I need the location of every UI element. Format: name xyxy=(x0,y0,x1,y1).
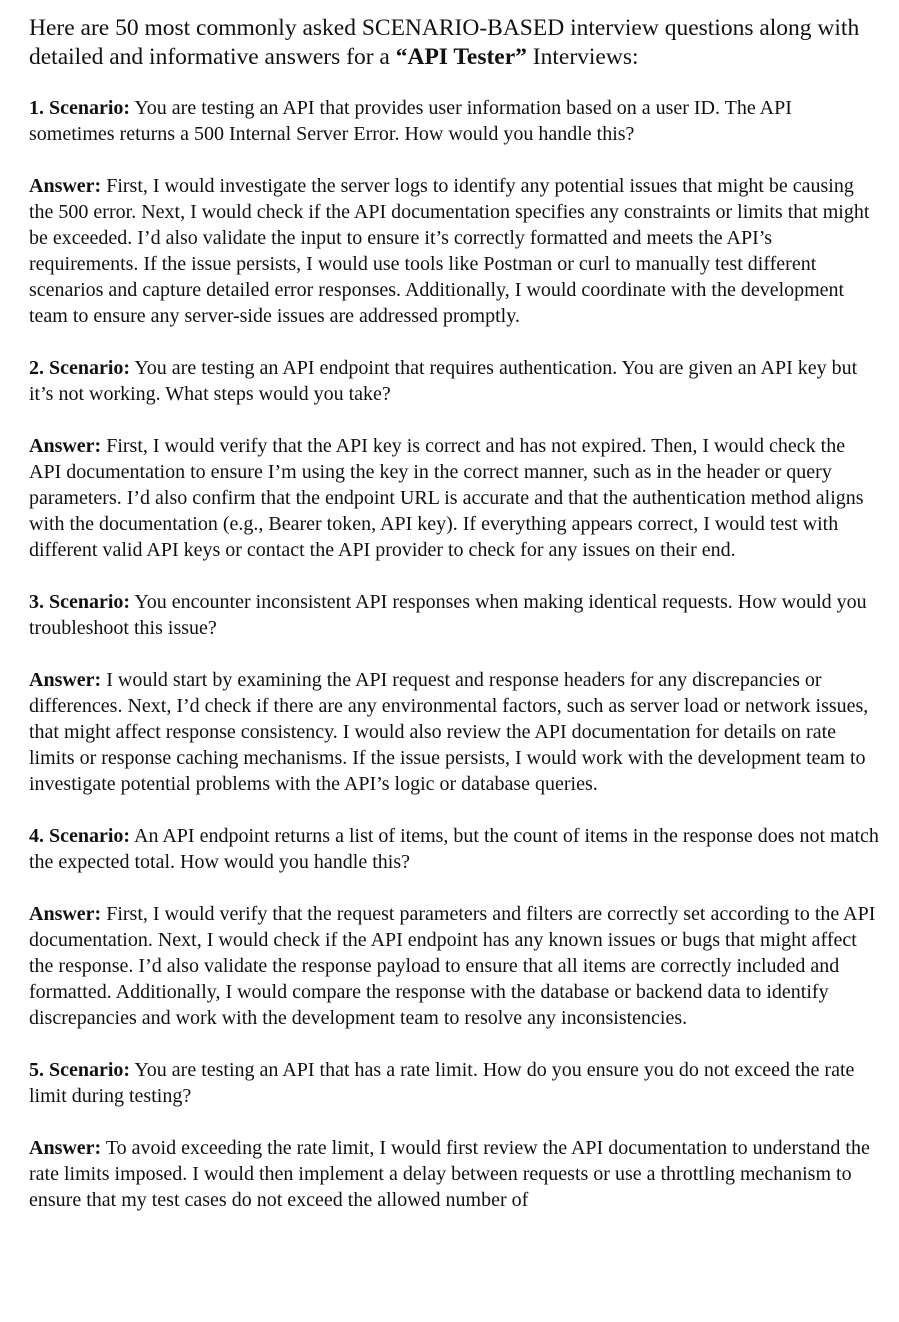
scenario-3-text: You encounter inconsistent API responses when making identical requests. How would you troubleshoot this issue? xyxy=(29,591,867,639)
intro-suffix: Interviews: xyxy=(526,44,639,70)
scenario-1-text: You are testing an API that provides user information based on a user ID. The API sometimes returns a 500 Internal Server Error. How would you handle this? xyxy=(29,97,792,145)
answer-4 xyxy=(29,901,881,1031)
intro-emphasis: “API Tester” xyxy=(395,44,527,70)
answer-5-text: To avoid exceeding the rate limit, I would first review the API documentation to understand the rate limits imposed. I would then implement a delay between requests or use a throttling mechanism to ensure that my test cases do not exceed the allowed number of xyxy=(29,1137,870,1211)
scenario-4 xyxy=(29,823,881,875)
answer-3 xyxy=(29,667,881,797)
scenario-4-label: 4. Scenario: xyxy=(29,825,131,847)
scenario-5-text: You are testing an API that has a rate limit. How do you ensure you do not exceed the rate limit during testing? xyxy=(29,1059,855,1107)
answer-1-label: Answer: xyxy=(29,175,102,197)
answer-1 xyxy=(29,173,881,329)
answer-2-text: First, I would verify that the API key is correct and has not expired. Then, I would check the API documentation to ensure I’m using the key in the correct manner, such as in the header or query parameters. I’d also confirm that the endpoint URL is accurate and that the authentication method aligns with the documentation (e.g., Bearer token, API key). If everything appears correct, I would test with different valid API keys or contact the API provider to check for any issues on their end. xyxy=(29,435,864,561)
scenario-2 xyxy=(29,355,881,407)
answer-2 xyxy=(29,433,881,563)
scenario-5-label: 5. Scenario: xyxy=(29,1059,131,1081)
answer-3-label: Answer: xyxy=(29,669,102,691)
scenario-5 xyxy=(29,1057,881,1109)
intro-prefix: Here are 50 most commonly asked SCENARIO-BASED interview questions along with detailed and informative answers for a xyxy=(29,15,860,70)
answer-4-text: First, I would verify that the request parameters and filters are correctly set according to the API documentation. Next, I would check if the API endpoint has any known issues or bugs that might affect the response. I’d also validate the response payload to ensure that all items are correctly included and formatted. Additionally, I would compare the response with the database or backend data to identify discrepancies and work with the development team to resolve any inconsistencies. xyxy=(29,903,876,1029)
answer-1-text: First, I would investigate the server logs to identify any potential issues that might be causing the 500 error. Next, I would check if the API documentation specifies any constraints or limits that might be exceeded. I’d also validate the input to ensure it’s correctly formatted and meets the API’s requirements. If the issue persists, I would use tools like Postman or curl to manually test different scenarios and capture detailed error responses. Additionally, I would coordinate with the development team to ensure any server-side issues are addressed promptly. xyxy=(29,175,870,327)
answer-5 xyxy=(29,1135,881,1213)
scenario-2-label: 2. Scenario: xyxy=(29,357,131,379)
answer-2-label: Answer: xyxy=(29,435,102,457)
scenario-4-text: An API endpoint returns a list of items, but the count of items in the response does not match the expected total. How would you handle this? xyxy=(29,825,879,873)
scenario-3 xyxy=(29,589,881,641)
document-page xyxy=(29,14,881,1239)
scenario-1-label: 1. Scenario: xyxy=(29,97,131,119)
answer-5-label: Answer: xyxy=(29,1137,102,1159)
scenario-3-label: 3. Scenario: xyxy=(29,591,131,613)
intro-paragraph xyxy=(29,14,881,72)
answer-4-label: Answer: xyxy=(29,903,102,925)
scenario-1 xyxy=(29,95,881,147)
scenario-2-text: You are testing an API endpoint that requires authentication. You are given an API key but it’s not working. What steps would you take? xyxy=(29,357,858,405)
answer-3-text: I would start by examining the API request and response headers for any discrepancies or differences. Next, I’d check if there are any environmental factors, such as server load or network issues, that might affect response consistency. I would also review the API documentation for details on rate limits or response caching mechanisms. If the issue persists, I would work with the development team to investigate potential problems with the API’s logic or database queries. xyxy=(29,669,869,795)
